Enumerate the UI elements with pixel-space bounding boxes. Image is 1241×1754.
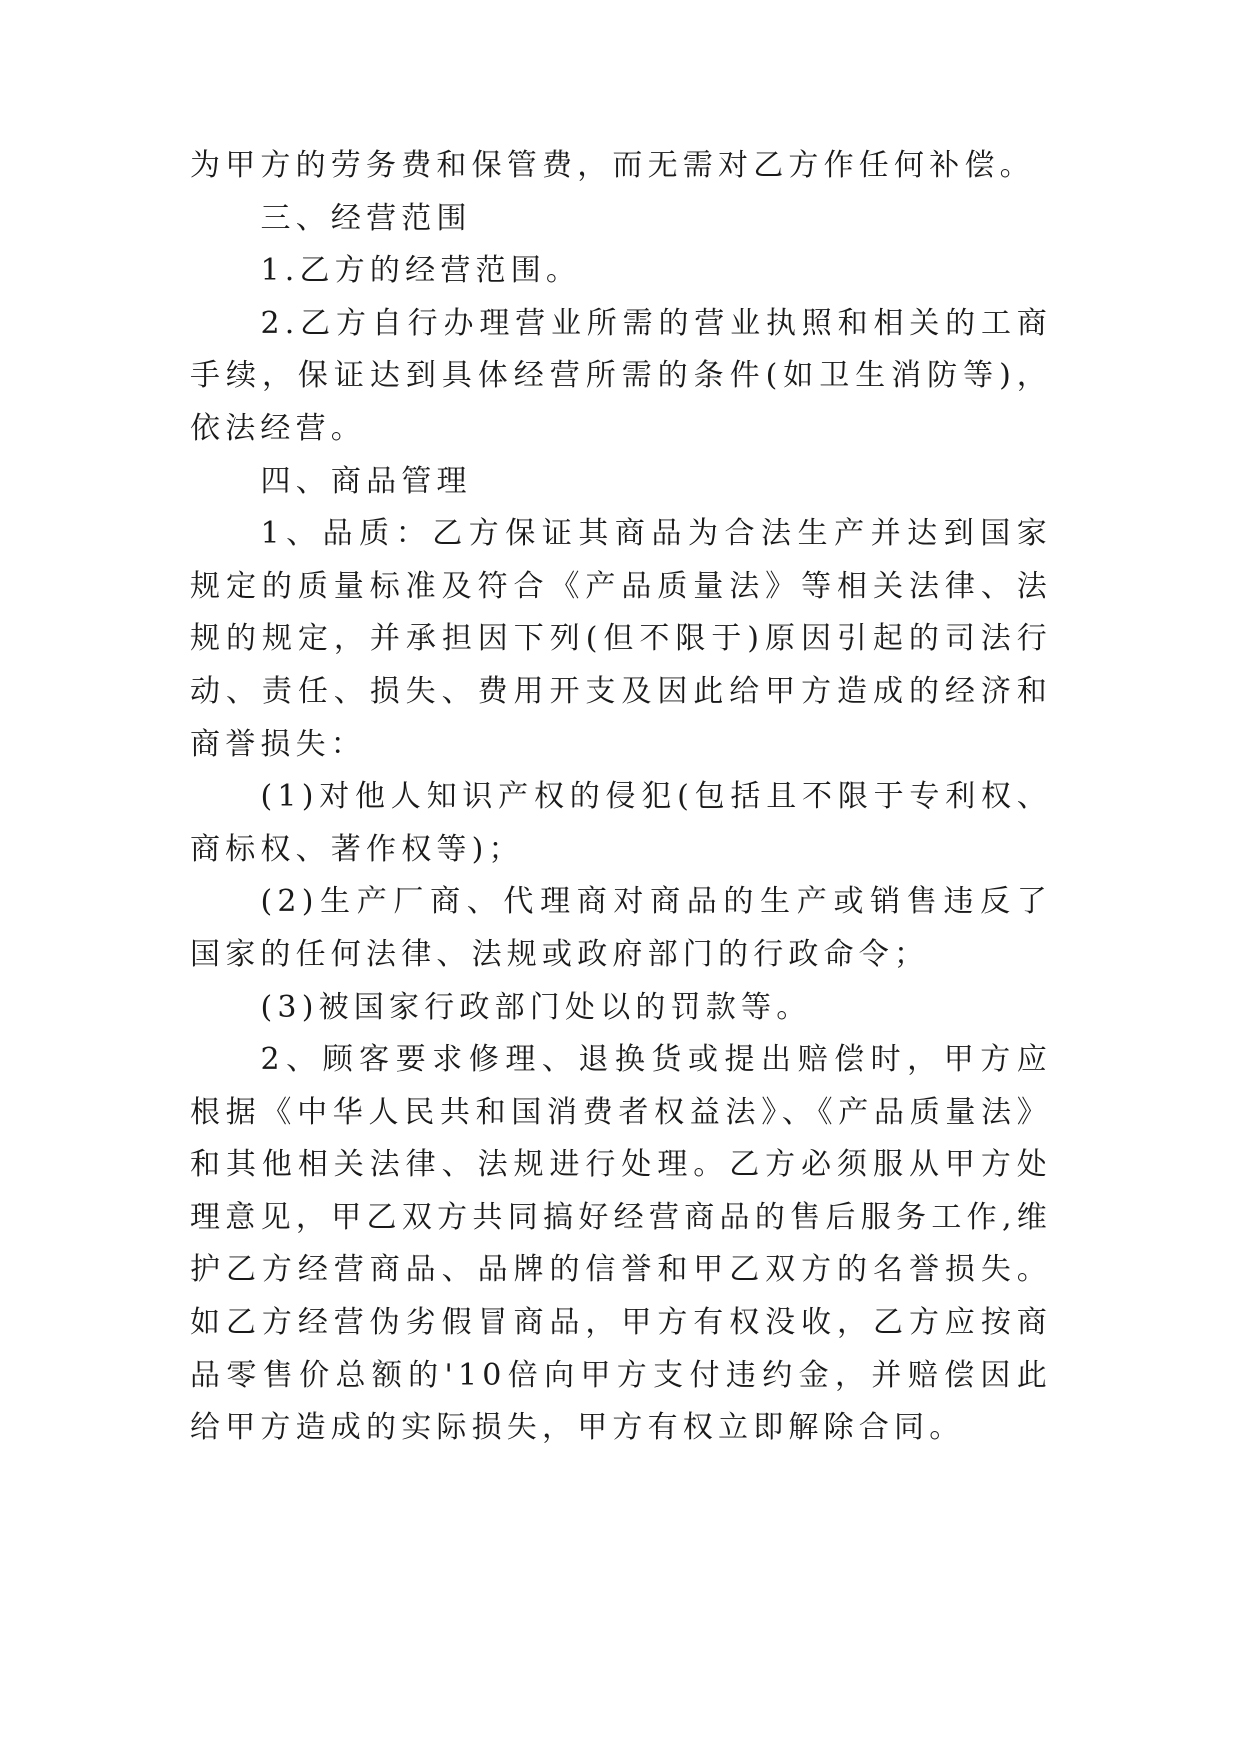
paragraph-quality: 1、品质：乙方保证其商品为合法生产并达到国家规定的质量标准及符合《产品质量法》等相关法律、法规的规定，并承担因下列(但不限于)原因引起的司法行动、责任、损失、费用开支及因此给甲方造成的经济和商誉损失：: [190, 516, 1052, 762]
list-item-1: (1)对他人知识产权的侵犯(包括且不限于专利权、商标权、著作权等)；: [190, 779, 1052, 867]
paragraph-customer-claims: 2、顾客要求修理、退换货或提出赔偿时，甲方应根据《中华人民共和国消费者权益法》、《产品质量法》和其他相关法律、法规进行处理。乙方必须服从甲方处理意见，甲乙双方共同搞好经营商品的售后服务工作,维护乙方经营商品、品牌的信誉和甲乙双方的名誉损失。如乙方经营伪劣假冒商品，甲方有权没收，乙方应按商品零售价总额的'10倍向甲方支付违约金，并赔偿因此给甲方造成的实际损失，甲方有权立即解除合同。: [190, 1042, 1052, 1446]
paragraph-business-scope-2: 2.乙方自行办理营业所需的营业执照和相关的工商手续，保证达到具体经营所需的条件(如卫生消防等)，依法经营。: [190, 305, 1052, 446]
list-item-3: (3)被国家行政部门处以的罚款等。: [260, 989, 812, 1025]
document-page: [190, 140, 1052, 1455]
paragraph-continuation: 为甲方的劳务费和保管费，而无需对乙方作任何补偿。: [190, 148, 1035, 183]
paragraph-business-scope-1: 1.乙方的经营范围。: [260, 253, 582, 289]
section-heading-business-scope: 三、经营范围: [260, 200, 472, 236]
list-item-2: (2)生产厂商、代理商对商品的生产或销售违反了国家的任何法律、法规或政府部门的行政命令；: [190, 884, 1052, 972]
section-heading-goods-management: 四、商品管理: [260, 463, 472, 499]
